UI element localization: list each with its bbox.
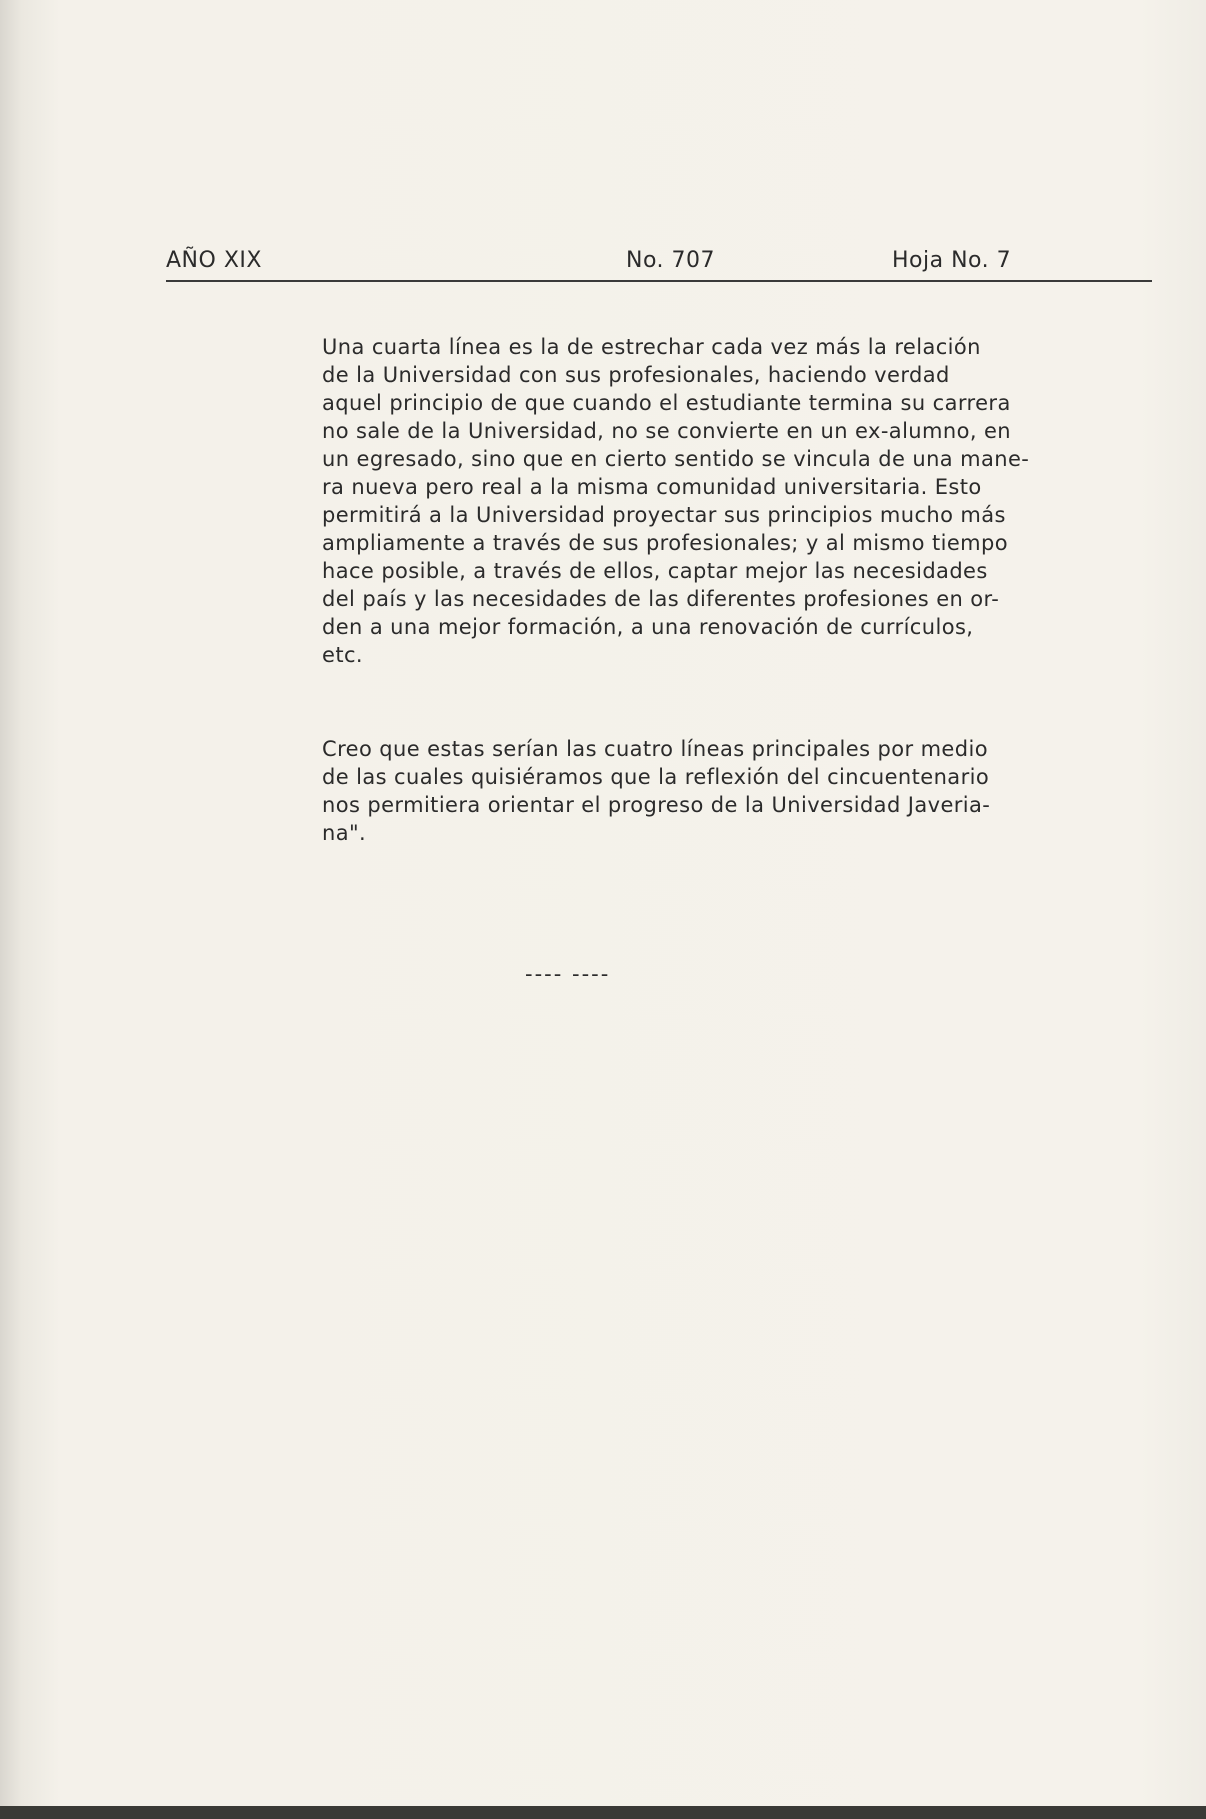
page-header xyxy=(166,248,1152,282)
header-issue-number: No. 707 xyxy=(626,248,716,273)
text-line: na". xyxy=(322,821,367,845)
text-line: un egresado, sino que en cierto sentido se vincula de una mane- xyxy=(322,447,1030,471)
text-line: del país y las necesidades de las diferentes profesiones en or- xyxy=(322,587,1000,611)
paragraph-conclusion xyxy=(322,735,1152,847)
header-year: AÑO XIX xyxy=(166,248,262,273)
text-line: Creo que estas serían las cuatro líneas principales por medio xyxy=(322,737,988,761)
text-line: etc. xyxy=(322,643,363,667)
text-line: de la Universidad con sus profesionales, haciendo verdad xyxy=(322,363,950,387)
header-sheet-number: Hoja No. 7 xyxy=(892,248,1012,273)
text-line: nos permitiera orientar el progreso de la Universidad Javeria- xyxy=(322,793,991,817)
text-line: ra nueva pero real a la misma comunidad universitaria. Esto xyxy=(322,475,982,499)
paragraph-fourth-line xyxy=(322,333,1152,669)
text-line: no sale de la Universidad, no se convierte en un ex-alumno, en xyxy=(322,419,1012,443)
page-bottom-edge xyxy=(0,1806,1206,1819)
text-line: aquel principio de que cuando el estudiante termina su carrera xyxy=(322,391,1011,415)
text-line: Una cuarta línea es la de estrechar cada vez más la relación xyxy=(322,335,981,359)
text-line: de las cuales quisiéramos que la reflexión del cincuentenario xyxy=(322,765,990,789)
text-line: permitirá a la Universidad proyectar sus principios mucho más xyxy=(322,503,1006,527)
text-line: den a una mejor formación, a una renovación de currículos, xyxy=(322,615,974,639)
section-separator: ---- ---- xyxy=(525,962,611,986)
text-line: hace posible, a través de ellos, captar mejor las necesidades xyxy=(322,559,988,583)
text-line: ampliamente a través de sus profesionales; y al mismo tiempo xyxy=(322,531,1008,555)
